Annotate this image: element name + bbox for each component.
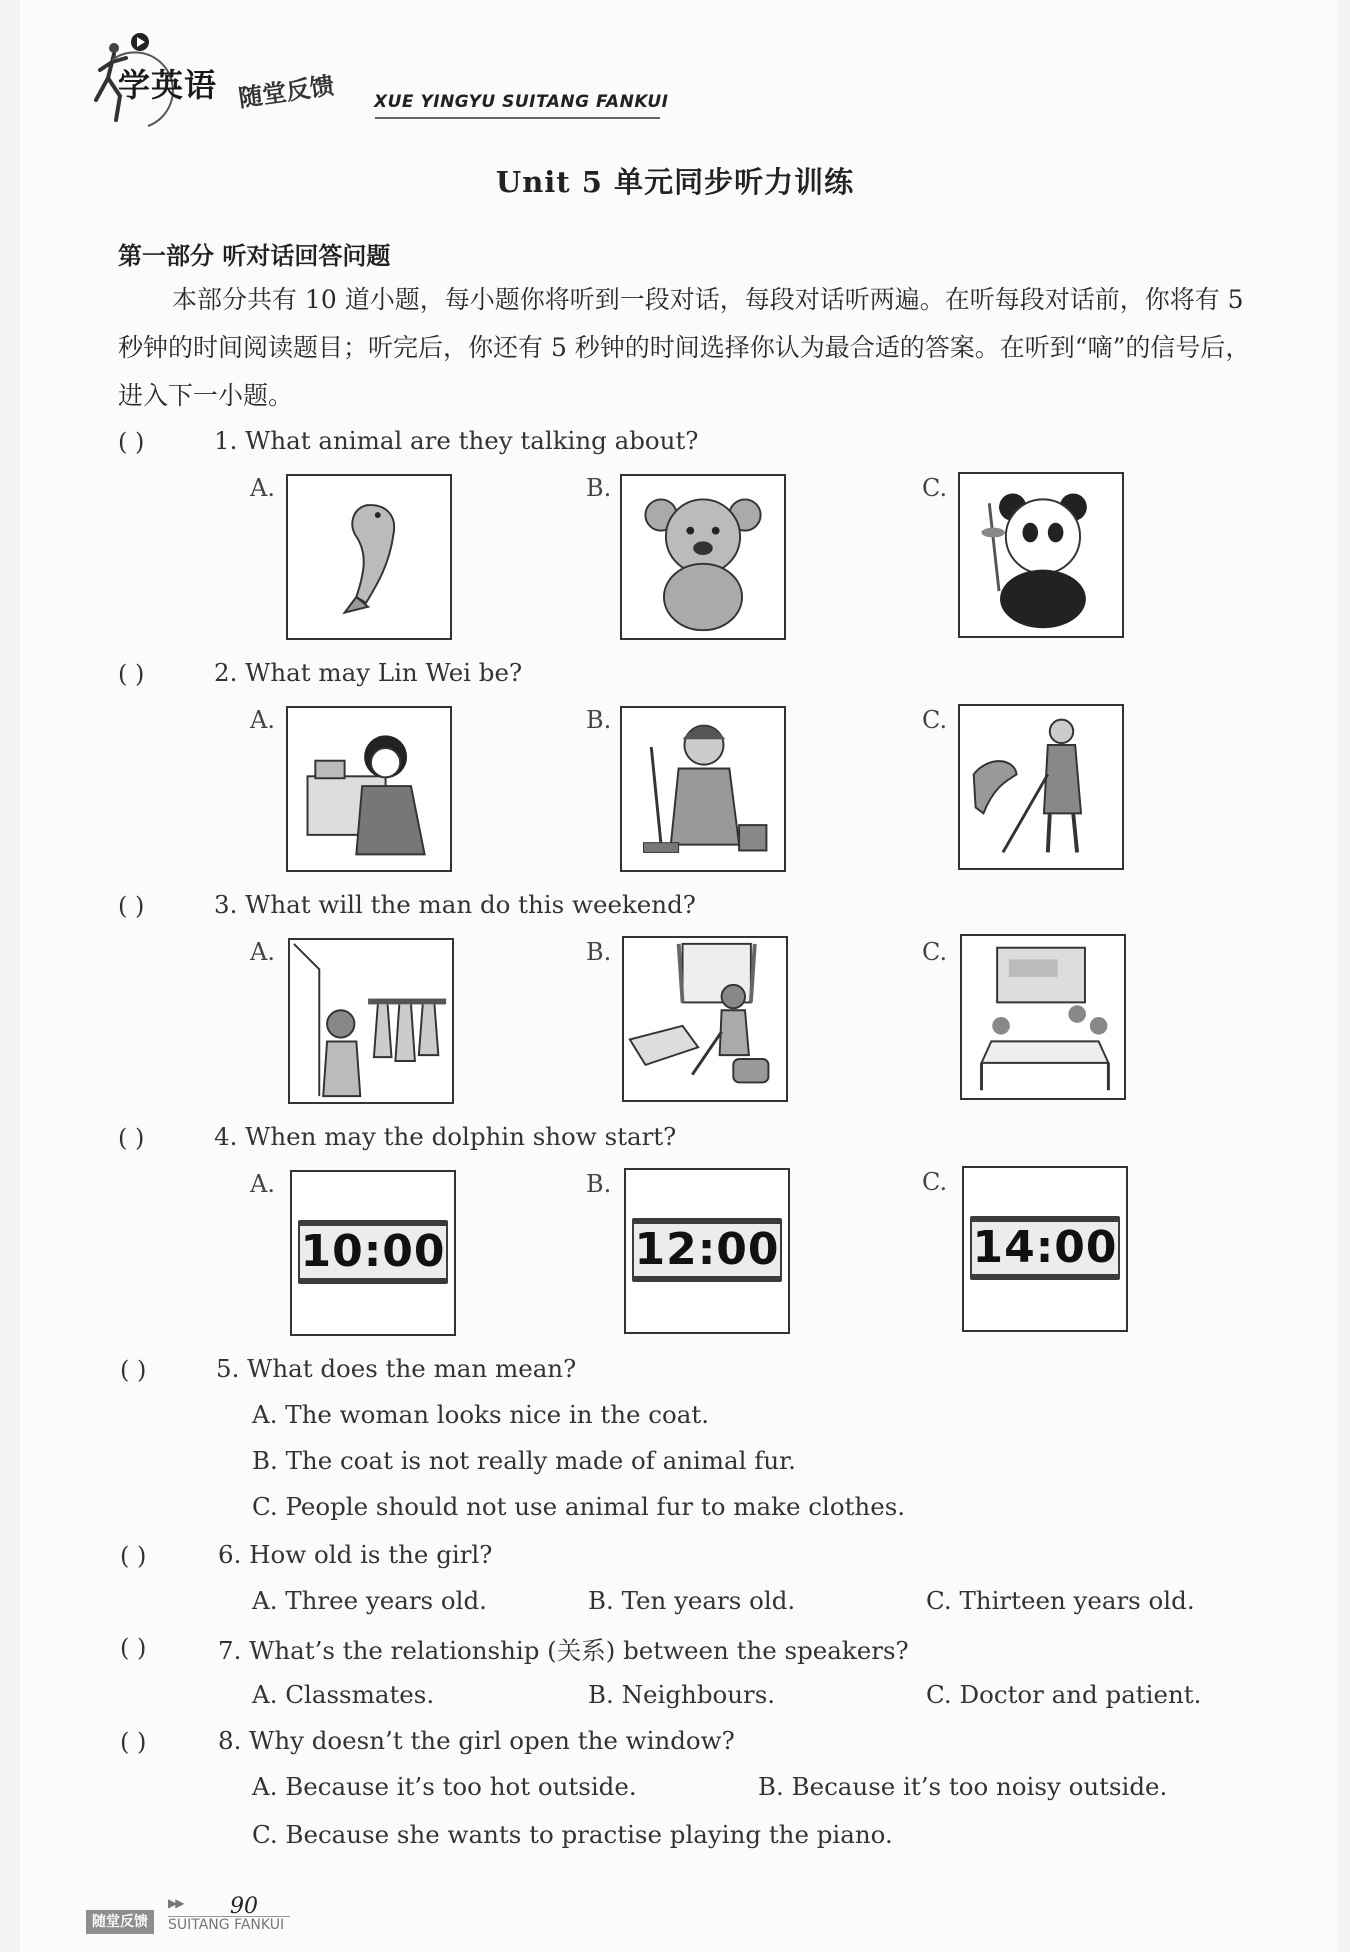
option-c[interactable]: C. Thirteen years old.: [926, 1586, 1195, 1615]
panda-picture[interactable]: [958, 472, 1124, 638]
option-label: A.: [250, 1170, 275, 1198]
header-subtitle: 随堂反馈: [236, 71, 336, 113]
option-label: A.: [250, 474, 275, 502]
page-number: 90: [230, 1894, 258, 1919]
answer-blank[interactable]: ( ): [120, 1542, 147, 1570]
question-text: 6. How old is the girl?: [218, 1540, 493, 1569]
clock-picture[interactable]: [962, 1166, 1128, 1332]
option-label: B.: [586, 706, 612, 734]
option-c[interactable]: C. Doctor and patient.: [926, 1680, 1202, 1709]
question-text: 2. What may Lin Wei be?: [214, 658, 523, 687]
option-b[interactable]: B. Neighbours.: [588, 1680, 776, 1709]
clock-time: 12:00: [634, 1224, 780, 1275]
option-a[interactable]: A. Because it’s too hot outside.: [252, 1772, 637, 1801]
option-label: C.: [922, 938, 948, 966]
teddy-bear-picture[interactable]: [620, 474, 786, 640]
answer-blank[interactable]: ( ): [118, 660, 145, 688]
header-underline: [375, 117, 660, 119]
footer-arrow-icon: ▶▶: [168, 1896, 183, 1910]
option-label: B.: [586, 938, 612, 966]
cleaner-picture[interactable]: [620, 706, 786, 872]
digital-clock-display: [298, 1220, 448, 1284]
clock-picture[interactable]: [624, 1168, 790, 1334]
dolphin-trainer-picture[interactable]: [958, 704, 1124, 870]
clock-time: 14:00: [972, 1222, 1118, 1273]
unit-title: Unit 5 单元同步听力训练: [495, 165, 855, 199]
answer-blank[interactable]: ( ): [120, 1356, 147, 1384]
meeting-picture[interactable]: [960, 934, 1126, 1100]
header-title-english: XUE YINGYU SUITANG FANKUI: [374, 92, 669, 112]
option-a[interactable]: A. Classmates.: [252, 1680, 435, 1709]
digital-clock-display: [970, 1216, 1120, 1280]
question-text: 1. What animal are they talking about?: [214, 426, 699, 455]
footer-tag-english: SUITANG FANKUI: [168, 1916, 290, 1933]
option-label: A.: [250, 706, 275, 734]
clothes-shop-picture[interactable]: [288, 938, 454, 1104]
option-label: C.: [922, 1168, 948, 1196]
clock-picture[interactable]: [290, 1170, 456, 1336]
option-label: C.: [922, 474, 948, 502]
answer-blank[interactable]: ( ): [118, 428, 145, 456]
footer-tag: 随堂反馈: [86, 1910, 154, 1934]
question-text: 7. What’s the relationship (关系) between the speakers?: [218, 1636, 909, 1665]
question-text: 3. What will the man do this weekend?: [214, 890, 696, 919]
option-label: B.: [586, 1170, 612, 1198]
section-instructions: 本部分共有 10 道小题，每小题你将听到一段对话，每段对话听两遍。在听每段对话前，你将有 5 秒钟的时间阅读题目；听完后，你还有 5 秒钟的时间选择你认为最合适的答案。在听到“嘀”的信号后，进入下一小题。: [118, 285, 1251, 410]
section-heading: 第一部分 听对话回答问题: [118, 242, 391, 270]
answer-blank[interactable]: ( ): [118, 1124, 145, 1152]
answer-blank[interactable]: ( ): [118, 892, 145, 920]
answer-blank[interactable]: ( ): [120, 1634, 147, 1662]
header-title: 学英语: [118, 66, 218, 104]
option-a[interactable]: A. Three years old.: [252, 1586, 487, 1615]
option-c[interactable]: C. Because she wants to practise playing the piano.: [252, 1820, 893, 1849]
clock-time: 10:00: [300, 1226, 446, 1277]
option-c[interactable]: C. People should not use animal fur to make clothes.: [252, 1492, 906, 1521]
option-b[interactable]: B. The coat is not really made of animal fur.: [252, 1446, 796, 1475]
answer-blank[interactable]: ( ): [120, 1728, 147, 1756]
option-label: A.: [250, 938, 275, 966]
vacuuming-picture[interactable]: [622, 936, 788, 1102]
option-b[interactable]: B. Ten years old.: [588, 1586, 796, 1615]
cashier-picture[interactable]: [286, 706, 452, 872]
digital-clock-display: [632, 1218, 782, 1282]
dolphin-picture[interactable]: [286, 474, 452, 640]
question-text: 8. Why doesn’t the girl open the window?: [218, 1726, 735, 1755]
option-label: B.: [586, 474, 612, 502]
option-a[interactable]: A. The woman looks nice in the coat.: [252, 1400, 709, 1429]
option-label: C.: [922, 706, 948, 734]
option-b[interactable]: B. Because it’s too noisy outside.: [758, 1772, 1168, 1801]
question-text: 4. When may the dolphin show start?: [214, 1122, 677, 1151]
question-text: 5. What does the man mean?: [216, 1354, 577, 1383]
